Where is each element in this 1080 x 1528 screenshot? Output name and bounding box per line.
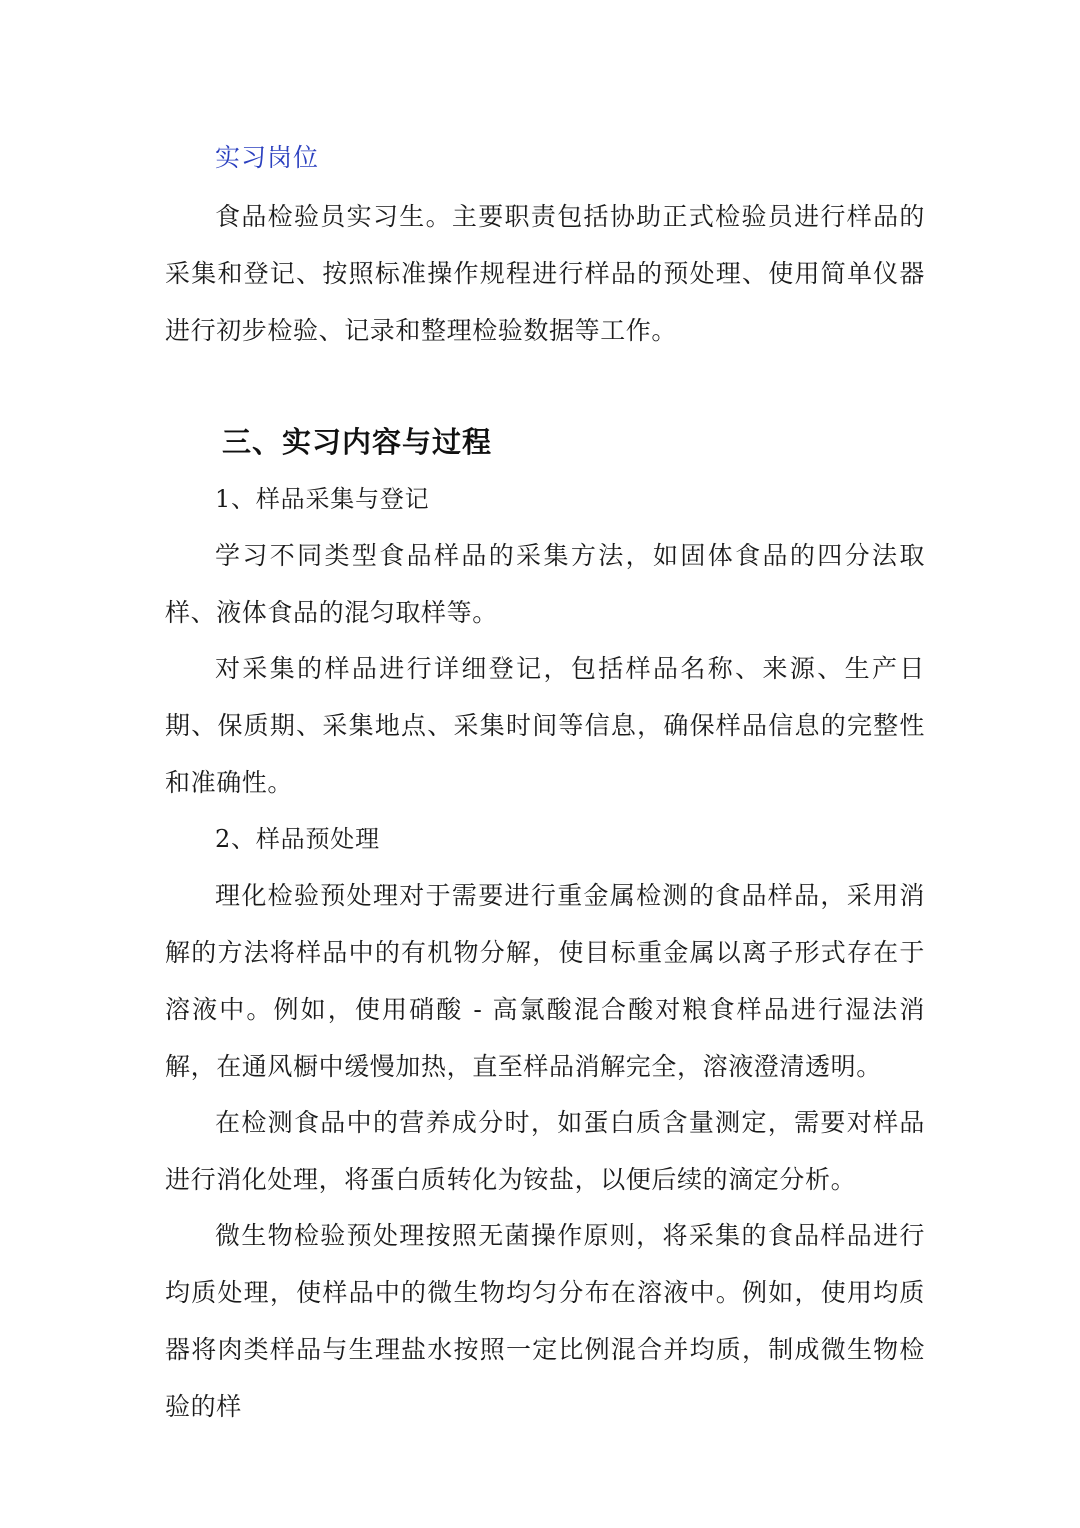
sample-registration-paragraph: 对采集的样品进行详细登记，包括样品名称、来源、生产日期、保质期、采集地点、采集时间等信息，确保样品信息的完整性和准确性。 bbox=[165, 654, 925, 797]
sampling-subheading: 1、样品采集与登记 bbox=[215, 485, 430, 513]
chemical-pretreatment-paragraph: 理化检验预处理对于需要进行重金属检测的食品样品，采用消解的方法将样品中的有机物分解，使目标重金属以离子形式存在于溶液中。例如，使用硝酸 - 高氯酸混合酸对粮食样品进行湿法消解，在通风橱中缓慢加热，直至样品消解完全，溶液澄清透明。 bbox=[165, 881, 925, 1081]
sampling-methods-paragraph: 学习不同类型食品样品的采集方法，如固体食品的四分法取样、液体食品的混匀取样等。 bbox=[165, 541, 925, 627]
job-description-paragraph: 食品检验员实习生。主要职责包括协助正式检验员进行样品的采集和登记、按照标准操作规程进行样品的预处理、使用简单仪器进行初步检验、记录和整理检验数据等工作。 bbox=[165, 202, 925, 345]
pretreatment-subheading: 2、样品预处理 bbox=[215, 825, 380, 853]
section-three-heading: 三、实习内容与过程 bbox=[222, 425, 493, 459]
microbial-pretreatment-paragraph: 微生物检验预处理按照无菌操作原则，将采集的食品样品进行均质处理，使样品中的微生物均匀分布在溶液中。例如，使用均质器将肉类样品与生理盐水按照一定比例混合并均质，制成微生物检验的样 bbox=[165, 1221, 925, 1421]
job-position-title: 实习岗位 bbox=[215, 143, 320, 172]
nutrient-pretreatment-paragraph: 在检测食品中的营养成分时，如蛋白质含量测定，需要对样品进行消化处理，将蛋白质转化为铵盐，以便后续的滴定分析。 bbox=[165, 1108, 925, 1194]
